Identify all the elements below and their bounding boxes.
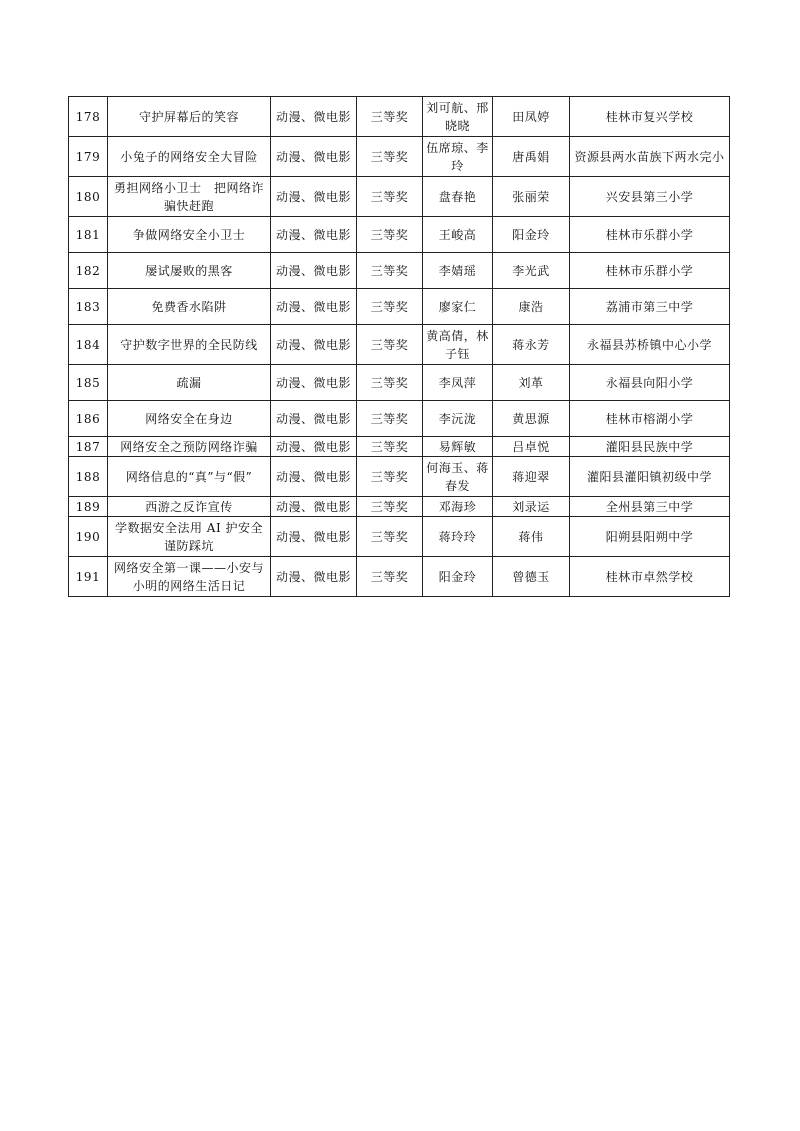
entry-author: 何海玉、蒋春发 xyxy=(423,457,493,497)
entry-author: 李沅泷 xyxy=(423,401,493,437)
entry-author: 易辉敏 xyxy=(423,437,493,457)
entry-title: 疏漏 xyxy=(108,365,271,401)
entry-title: 屡试屡败的黑客 xyxy=(108,253,271,289)
entry-teacher: 唐禹娟 xyxy=(493,137,570,177)
entry-category: 动漫、微电影 xyxy=(271,401,357,437)
entry-award: 三等奖 xyxy=(357,365,423,401)
entry-category: 动漫、微电影 xyxy=(271,97,357,137)
entry-award: 三等奖 xyxy=(357,457,423,497)
entry-category: 动漫、微电影 xyxy=(271,253,357,289)
table-row xyxy=(69,365,730,401)
entry-category: 动漫、微电影 xyxy=(271,557,357,597)
entry-number: 189 xyxy=(69,497,108,517)
entry-school: 永福县苏桥镇中心小学 xyxy=(570,325,730,365)
entry-number: 180 xyxy=(69,177,108,217)
table-row xyxy=(69,457,730,497)
entry-title: 勇担网络小卫士 把网络诈骗快赶跑 xyxy=(108,177,271,217)
entry-category: 动漫、微电影 xyxy=(271,365,357,401)
entry-author: 王峻高 xyxy=(423,217,493,253)
entry-award: 三等奖 xyxy=(357,557,423,597)
entry-teacher: 曾德玉 xyxy=(493,557,570,597)
entry-author: 李凤萍 xyxy=(423,365,493,401)
entry-award: 三等奖 xyxy=(357,517,423,557)
table-row xyxy=(69,289,730,325)
entry-author: 盘春艳 xyxy=(423,177,493,217)
entry-title: 守护数字世界的全民防线 xyxy=(108,325,271,365)
entry-school: 桂林市乐群小学 xyxy=(570,217,730,253)
entry-author: 黄高倩，林子钰 xyxy=(423,325,493,365)
entry-teacher: 刘录运 xyxy=(493,497,570,517)
entry-school: 荔浦市第三中学 xyxy=(570,289,730,325)
entry-award: 三等奖 xyxy=(357,497,423,517)
entry-category: 动漫、微电影 xyxy=(271,137,357,177)
entry-title: 免费香水陷阱 xyxy=(108,289,271,325)
table-row xyxy=(69,497,730,517)
entry-author: 刘可航、邢晓晓 xyxy=(423,97,493,137)
table-row xyxy=(69,177,730,217)
entry-school: 兴安县第三小学 xyxy=(570,177,730,217)
entry-title: 守护屏幕后的笑容 xyxy=(108,97,271,137)
entry-school: 桂林市复兴学校 xyxy=(570,97,730,137)
entry-teacher: 蒋迎翠 xyxy=(493,457,570,497)
entry-teacher: 吕卓悦 xyxy=(493,437,570,457)
entry-title: 网络信息的“真”与“假” xyxy=(108,457,271,497)
entry-school: 灌阳县民族中学 xyxy=(570,437,730,457)
table-row xyxy=(69,325,730,365)
table-row xyxy=(69,437,730,457)
entry-teacher: 刘革 xyxy=(493,365,570,401)
entry-title: 小兔子的网络安全大冒险 xyxy=(108,137,271,177)
entry-award: 三等奖 xyxy=(357,253,423,289)
entry-award: 三等奖 xyxy=(357,177,423,217)
entry-teacher: 康浩 xyxy=(493,289,570,325)
entry-award: 三等奖 xyxy=(357,137,423,177)
entry-school: 桂林市榕湖小学 xyxy=(570,401,730,437)
entry-school: 桂林市卓然学校 xyxy=(570,557,730,597)
entry-award: 三等奖 xyxy=(357,289,423,325)
entry-school: 全州县第三中学 xyxy=(570,497,730,517)
entry-school: 永福县向阳小学 xyxy=(570,365,730,401)
entry-category: 动漫、微电影 xyxy=(271,497,357,517)
entry-teacher: 蒋伟 xyxy=(493,517,570,557)
entry-author: 廖家仁 xyxy=(423,289,493,325)
entry-author: 阳金玲 xyxy=(423,557,493,597)
entry-title: 学数据安全法用 AI 护安全 谨防踩坑 xyxy=(108,517,271,557)
entry-author: 蒋玲玲 xyxy=(423,517,493,557)
entry-category: 动漫、微电影 xyxy=(271,517,357,557)
table-row xyxy=(69,517,730,557)
entry-award: 三等奖 xyxy=(357,217,423,253)
table-row xyxy=(69,137,730,177)
entry-title: 网络安全在身边 xyxy=(108,401,271,437)
entry-number: 186 xyxy=(69,401,108,437)
entry-number: 191 xyxy=(69,557,108,597)
entry-title: 西游之反诈宣传 xyxy=(108,497,271,517)
entry-category: 动漫、微电影 xyxy=(271,437,357,457)
entry-school: 阳朔县阳朔中学 xyxy=(570,517,730,557)
table-row xyxy=(69,557,730,597)
entry-number: 187 xyxy=(69,437,108,457)
entry-number: 181 xyxy=(69,217,108,253)
entry-number: 185 xyxy=(69,365,108,401)
entry-school: 资源县两水苗族下两水完小 xyxy=(570,137,730,177)
entry-title: 争做网络安全小卫士 xyxy=(108,217,271,253)
entry-award: 三等奖 xyxy=(357,437,423,457)
table-row xyxy=(69,253,730,289)
entry-category: 动漫、微电影 xyxy=(271,457,357,497)
entry-teacher: 张丽荣 xyxy=(493,177,570,217)
entry-number: 190 xyxy=(69,517,108,557)
entry-teacher: 黄思源 xyxy=(493,401,570,437)
entry-title: 网络安全之预防网络诈骗 xyxy=(108,437,271,457)
entry-number: 182 xyxy=(69,253,108,289)
entry-number: 179 xyxy=(69,137,108,177)
entry-school: 桂林市乐群小学 xyxy=(570,253,730,289)
table-row xyxy=(69,217,730,253)
entry-number: 178 xyxy=(69,97,108,137)
entry-award: 三等奖 xyxy=(357,325,423,365)
entry-author: 伍席琼、李玲 xyxy=(423,137,493,177)
entry-teacher: 蒋永芳 xyxy=(493,325,570,365)
entry-award: 三等奖 xyxy=(357,97,423,137)
entry-author: 邓海珍 xyxy=(423,497,493,517)
table-row xyxy=(69,401,730,437)
award-table xyxy=(68,96,730,597)
award-table-body xyxy=(69,97,730,597)
entry-teacher: 田凤婷 xyxy=(493,97,570,137)
table-row xyxy=(69,97,730,137)
entry-category: 动漫、微电影 xyxy=(271,289,357,325)
entry-school: 灌阳县灌阳镇初级中学 xyxy=(570,457,730,497)
entry-category: 动漫、微电影 xyxy=(271,325,357,365)
entry-title: 网络安全第一课——小安与小明的网络生活日记 xyxy=(108,557,271,597)
entry-number: 184 xyxy=(69,325,108,365)
entry-teacher: 李光武 xyxy=(493,253,570,289)
entry-category: 动漫、微电影 xyxy=(271,217,357,253)
entry-number: 183 xyxy=(69,289,108,325)
entry-award: 三等奖 xyxy=(357,401,423,437)
entry-number: 188 xyxy=(69,457,108,497)
entry-teacher: 阳金玲 xyxy=(493,217,570,253)
entry-category: 动漫、微电影 xyxy=(271,177,357,217)
entry-author: 李婧瑶 xyxy=(423,253,493,289)
